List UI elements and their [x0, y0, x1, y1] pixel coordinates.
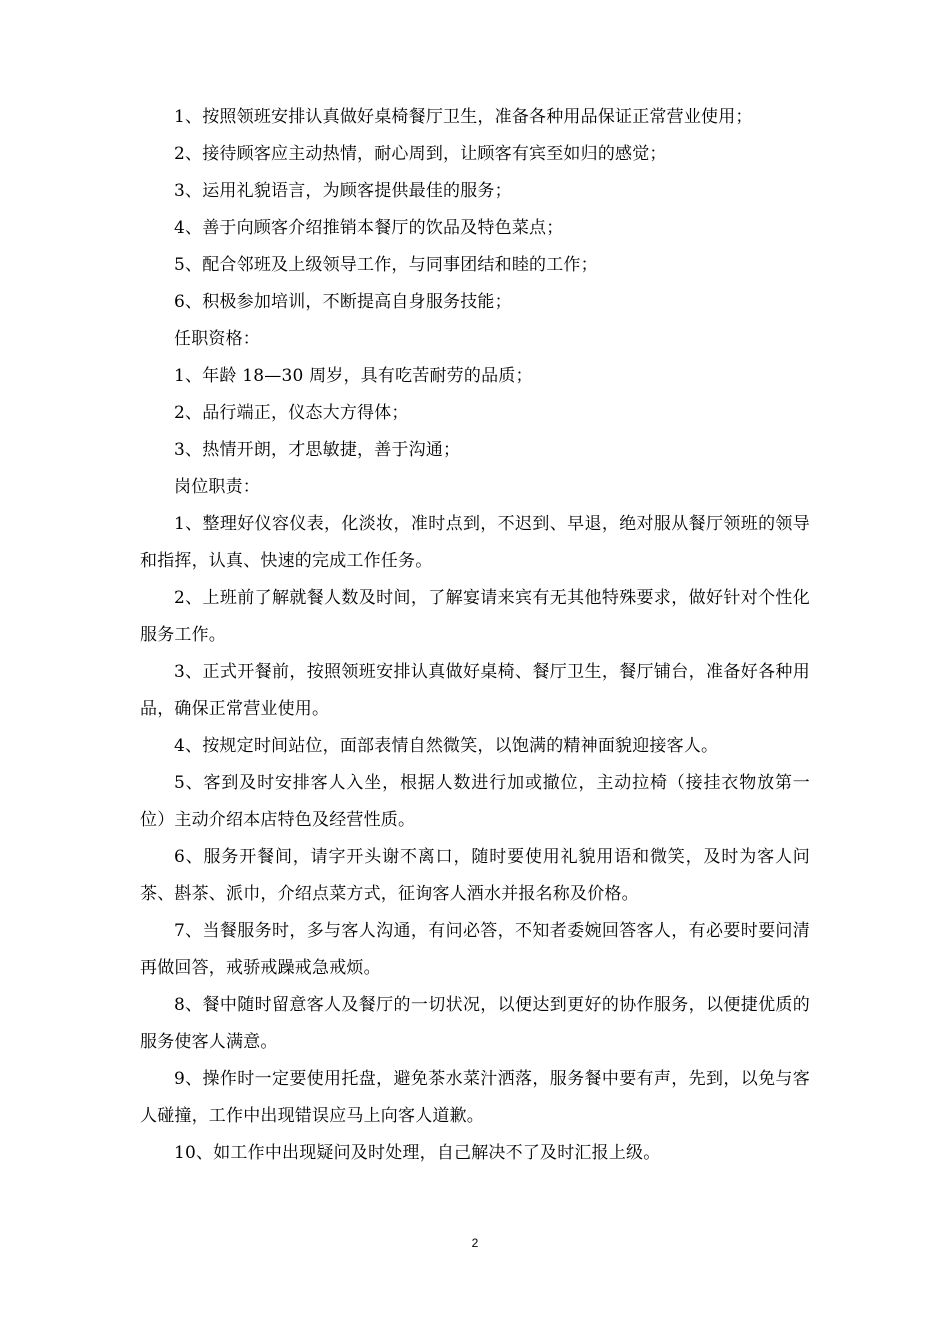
section-heading-responsibilities: 岗位职责：	[174, 477, 260, 497]
paragraph: 8、餐中随时留意客人及餐厅的一切状况，以便达到更好的协作服务，以便捷优质的服务使客人满意。	[140, 995, 810, 1052]
paragraph: 1、年龄 18—30 周岁，具有吃苦耐劳的品质；	[174, 366, 533, 386]
paragraph: 7、当餐服务时，多与客人沟通，有问必答，不知者委婉回答客人，有必要时要问清再做回答，戒骄戒躁戒急戒烦。	[140, 921, 810, 978]
paragraph: 2、品行端正，仪态大方得体；	[174, 403, 409, 423]
paragraph: 6、服务开餐间，请字开头谢不离口，随时要使用礼貌用语和微笑，及时为客人问茶、斟茶、派巾，介绍点菜方式，征询客人酒水并报名称及价格。	[140, 847, 810, 904]
paragraph: 2、接待顾客应主动热情，耐心周到，让顾客有宾至如归的感觉；	[174, 144, 667, 164]
paragraph: 1、整理好仪容仪表，化淡妆，准时点到，不迟到、早退，绝对服从餐厅领班的领导和指挥，认真、快速的完成工作任务。	[140, 514, 810, 571]
paragraph: 3、正式开餐前，按照领班安排认真做好桌椅、餐厅卫生，餐厅铺台，准备好各种用品，确保正常营业使用。	[140, 662, 810, 719]
paragraph: 4、按规定时间站位，面部表情自然微笑，以饱满的精神面貌迎接客人。	[174, 736, 719, 756]
paragraph: 1、按照领班安排认真做好桌椅餐厅卫生，准备各种用品保证正常营业使用；	[174, 107, 753, 127]
paragraph: 10、如工作中出现疑问及时处理，自己解决不了及时汇报上级。	[174, 1143, 661, 1163]
section-heading-qualifications: 任职资格：	[174, 329, 260, 349]
paragraph: 3、运用礼貌语言，为顾客提供最佳的服务；	[174, 181, 512, 201]
paragraph: 9、操作时一定要使用托盘，避免茶水菜汁洒落，服务餐中要有声，先到，以免与客人碰撞，工作中出现错误应马上向客人道歉。	[140, 1069, 810, 1126]
paragraph: 5、客到及时安排客人入坐，根据人数进行加或撤位，主动拉椅（接挂衣物放第一位）主动介绍本店特色及经营性质。	[140, 773, 810, 830]
paragraph: 4、善于向顾客介绍推销本餐厅的饮品及特色菜点；	[174, 218, 564, 238]
page-number: 2	[471, 1236, 479, 1250]
paragraph: 2、上班前了解就餐人数及时间，了解宴请来宾有无其他特殊要求，做好针对个性化服务工作。	[140, 588, 810, 645]
paragraph: 3、热情开朗，才思敏捷，善于沟通；	[174, 440, 461, 460]
paragraph: 6、积极参加培训，不断提高自身服务技能；	[174, 292, 512, 312]
document-body	[140, 99, 810, 1172]
paragraph: 5、配合邻班及上级领导工作，与同事团结和睦的工作；	[174, 255, 598, 275]
